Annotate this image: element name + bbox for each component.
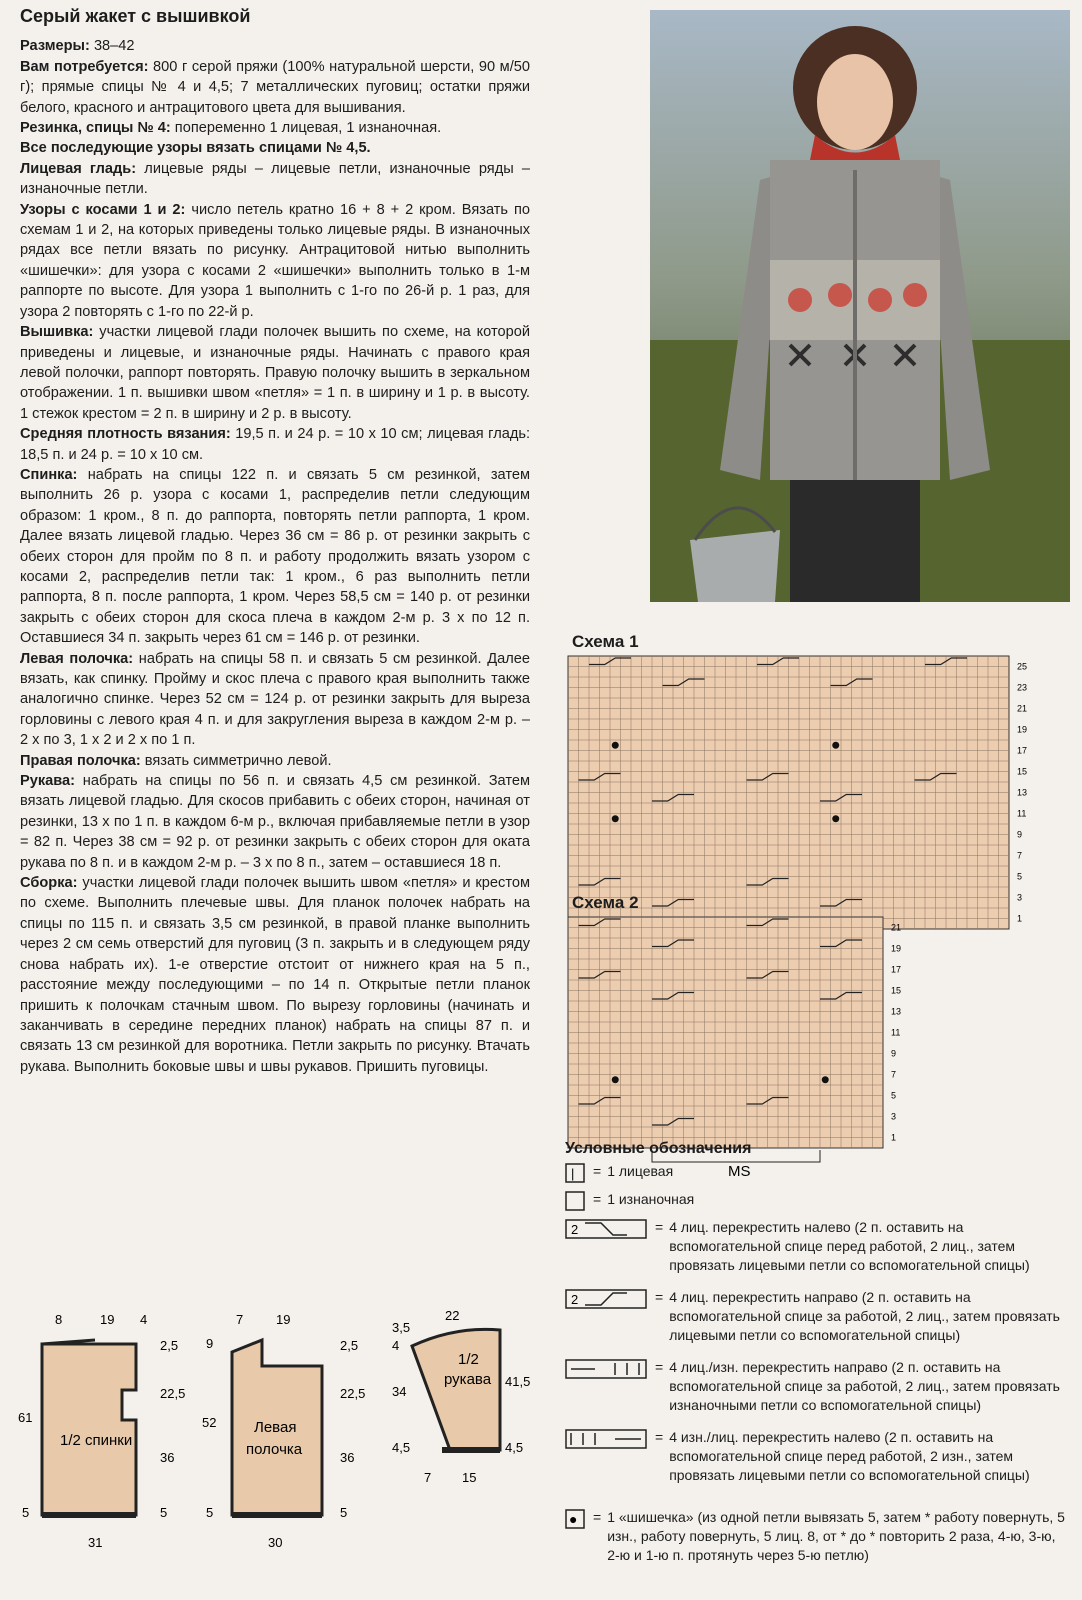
sleeve-label-1: 1/2: [458, 1351, 479, 1368]
paragraph-text: число петель кратно 16 + 8 + 2 кром. Вязать по схемам 1 и 2, на которых приведены только лицевые ряды. В изнаночных рядах все петли вязать по рисунку. Антрацитовой нитью выполнить «шишечки»: для узора с косами 2 «шишечки» выполнить только в 1-м раппорте по высоте. Для узора 1 выполнить с 1-го по 26-й р. 1 раз, для узора 2 повторять с 1-го по 22-й р.: [20, 201, 530, 320]
paragraph-label: Все последующие узоры вязать спицами № 4,5.: [20, 140, 371, 157]
row-number: 19: [1017, 724, 1028, 735]
paragraph-text: набрать на спицы 122 п. и связать 5 см резинкой, затем выполнить 26 р. узора с косами 1, распределив петли следующим образом: 1 кром., 8 п. до раппорта, повторять петли раппорта, 1 кром. Далее вязать лицевой гладью. Через 36 см = 86 р. от резинки закрыть с обеих сторон для пройм по 8 п. и работу продолжить вязать узором с косами 2, распределив петли так: 1 кром., 6 раз выполнить петли раппорта, 8 п. после раппорта, 1 кром. Через 58,5 см = 140 р. от резинки закрыть с обеих сторон для скоса плеча в каждом 2-м р. 3 х по 12 п. Оставшиеся 34 п. закрыть через 61 см = 146 р. от резинки.: [20, 466, 530, 647]
paragraph: [20, 322, 530, 424]
row-number: 25: [1017, 661, 1028, 672]
paragraph-label: Лицевая гладь:: [20, 160, 137, 177]
legend-text: 4 лиц. перекрестить направо (2 п. оставить на вспомогательной спице за работой, 2 лиц., затем провязать лицевыми петли со вспомогательной спицы): [669, 1289, 1060, 1343]
row-number: 7: [891, 1069, 897, 1080]
paragraph-text: попеременно 1 лицевая, 1 изнаночная.: [170, 120, 442, 137]
paragraph-label: Спинка:: [20, 466, 78, 483]
bobble-mark: [822, 1076, 829, 1083]
legend-symbol-text: ●: [569, 1511, 578, 1527]
paragraph-text: 19,5 п. и 24 р. = 10 х 10 см; лицевая гладь: 18,5 п. и 24 р. = 10 х 10 см.: [20, 426, 530, 463]
paragraph-label: Размеры:: [20, 38, 90, 55]
sleeve-schematic: [392, 1308, 530, 1485]
back-r2: 22,5: [160, 1386, 186, 1401]
paragraph-label: Рукава:: [20, 773, 76, 790]
legend-symbol: [565, 1219, 647, 1275]
front-r2: 22,5: [340, 1386, 366, 1401]
paragraph: [20, 57, 530, 118]
scheme2-title: Схема 2: [572, 893, 639, 912]
model-photo: [650, 10, 1070, 602]
legend-symbol: [565, 1289, 647, 1345]
row-number: 3: [1017, 892, 1023, 903]
paragraph: [20, 200, 530, 322]
bobble-mark: [612, 815, 619, 822]
legend-symbol: [565, 1429, 647, 1485]
legend-equals: =: [655, 1359, 664, 1375]
back-top-a: 8: [55, 1312, 63, 1327]
paragraph: [20, 771, 530, 873]
legend-item: [565, 1162, 1065, 1188]
sleeve-label-2: рукава: [444, 1371, 492, 1388]
row-number: 15: [1017, 766, 1028, 777]
paragraph: [20, 424, 530, 465]
row-number: 1: [1017, 913, 1023, 924]
paragraph-text: лицевые ряды – лицевые петли, изнаночные ряды – изнаночные петли.: [20, 160, 531, 198]
paragraph-text: набрать на спицы по 56 п. и связать 4,5 см резинкой. Затем вязать лицевой гладью. Для скосов прибавить с обеих сторон, начиная от резинки, 13 х по 1 п. в каждом 6-м р., включая прибавляемые петли в узор = 82 п. Через 38 см = 92 р. от резинки закрыть с обеих сторон для оката рукава по 8 п. и в каждом 2-м р. – 3 х по 8 п., затем – оставшиеся 18 п.: [20, 773, 530, 871]
bobble-mark: [832, 815, 839, 822]
row-number: 11: [1017, 808, 1027, 819]
paragraph-label: Узоры с косами 1 и 2:: [20, 201, 186, 218]
legend-symbol-text: |: [571, 1166, 575, 1181]
legend-item: [565, 1428, 1065, 1485]
legend-symbol: [565, 1509, 585, 1565]
back-schematic: [18, 1312, 185, 1550]
front-label-1: Левая: [254, 1419, 297, 1436]
legend-text: 1 изнаночная: [607, 1191, 695, 1207]
garment-schematics: [0, 1310, 560, 1600]
legend-title: Условные обозначения: [565, 1140, 752, 1157]
paragraph: [20, 751, 530, 771]
row-number: 17: [891, 964, 902, 975]
front-r3: 36: [340, 1450, 355, 1465]
front-l2: 52: [202, 1415, 217, 1430]
row-number: 17: [1017, 745, 1028, 756]
paragraph-label: Сборка:: [20, 875, 78, 892]
front-top-b: 19: [276, 1312, 291, 1327]
back-lb: 5: [22, 1505, 30, 1520]
row-number: 15: [891, 985, 902, 996]
row-number: 19: [891, 943, 902, 954]
paragraph: [20, 159, 530, 200]
legend-equals: =: [655, 1289, 664, 1305]
sleeve-l3: 34: [392, 1384, 407, 1399]
paragraph: [20, 138, 530, 158]
legend-symbol-text: 2: [571, 1222, 579, 1237]
legend-item: [565, 1508, 1065, 1565]
back-r4: 5: [160, 1505, 168, 1520]
legend-equals: =: [655, 1219, 664, 1235]
front-schematic: [202, 1312, 365, 1550]
paragraph: [20, 465, 530, 649]
sleeve-l4: 4,5: [392, 1440, 411, 1455]
back-r1: 2,5: [160, 1338, 179, 1353]
legend-symbol: [565, 1359, 647, 1415]
legend-equals: =: [593, 1163, 602, 1179]
back-top-b: 19: [100, 1312, 115, 1327]
paragraph-text: 38–42: [89, 38, 135, 55]
row-number: 5: [891, 1090, 897, 1101]
paragraph-label: Левая полочка:: [20, 650, 134, 667]
scheme1-title: Схема 1: [572, 632, 639, 651]
row-number: 7: [1017, 850, 1023, 861]
bobble-mark: [832, 742, 839, 749]
paragraph: [20, 873, 530, 1077]
legend-equals: =: [593, 1191, 602, 1207]
instruction-paragraphs: [20, 36, 530, 1077]
legend-item: [565, 1288, 1065, 1345]
paragraph-text: 800 г серой пряжи (100% натуральной шерсти, 90 м/50 г); прямые спицы № 4 и 4,5; 7 металлических пуговиц; остатки пряжи белого, красного и антрацитового цвета для вышивания.: [20, 58, 530, 116]
front-lb: 5: [206, 1505, 214, 1520]
legend-equals: =: [655, 1429, 664, 1445]
legend-text: 4 лиц./изн. перекрестить направо (2 п. оставить на вспомогательной спице за работой, 2 лиц., затем провязать изнаночными петли со вспомогательной спицы): [669, 1359, 1060, 1413]
legend-text: 4 изн./лиц. перекрестить налево (2 п. оставить на вспомогательной спице перед работой, 2 изн., затем провязать лицевыми петли со вспомогательной спицы): [669, 1429, 1030, 1483]
row-number: 21: [891, 922, 902, 933]
row-number: 21: [1017, 703, 1028, 714]
legend-item: [565, 1358, 1065, 1415]
back-bottom: 31: [88, 1535, 103, 1550]
front-bottom: 30: [268, 1535, 283, 1550]
sleeve-l1: 3,5: [392, 1320, 411, 1335]
page-title: Серый жакет с вышивкой: [20, 6, 251, 26]
paragraph-label: Резинка, спицы № 4:: [20, 120, 171, 137]
front-label-2: полочка: [246, 1441, 303, 1458]
ms-label: MS: [728, 1163, 751, 1180]
row-number: 5: [1017, 871, 1023, 882]
instructions-column: [20, 6, 530, 1077]
row-number: 1: [891, 1132, 897, 1143]
sleeve-r2: 4,5: [505, 1440, 524, 1455]
row-number: 13: [1017, 787, 1028, 798]
paragraph-text: участки лицевой глади полочек вышить по схеме, на которой приведены и лицевые, и изнаночные ряды. Начинать с правого края левой полочки, раппорт повторять. Правую полочку вышить в зеркальном отображении. 1 п. вышивки швом «петля» = 1 п. в ширину и 1 р. в высоту. 1 стежок крестом = 2 п. в ширину и 2 р. в высоту.: [20, 324, 530, 422]
paragraph: [20, 36, 530, 56]
row-number: 9: [1017, 829, 1023, 840]
paragraph-text: участки лицевой глади полочек вышить швом «петля» и крестом по схеме. Выполнить плечевые швы. Для планок полочек набрать на спицы по 115 п. и связать 3,5 см резинкой, в правой планке выполнить через 2 см семь отверстий для пуговиц (3 п. закрыть и в следующем ряду снова набрать их). 1-е отверстие отстоит от нижнего края на 5 п., расстояние между последующими – по 14 п. Открытые петли планок пришить к полочкам стачным швом. По вырезу горловины (начинать и заканчивать в середине передних планок) набрать на спицы 87 п. и связать 13 см резинкой для воротника. Петли закрыть по рисунку. Втачать рукава. Выполнить боковые швы и швы рукавов. Пришить пуговицы.: [20, 875, 530, 1075]
row-number: 11: [891, 1027, 901, 1038]
back-left: 61: [18, 1410, 33, 1425]
row-number: 9: [891, 1048, 897, 1059]
row-number: 13: [891, 1006, 902, 1017]
sleeve-l2: 4: [392, 1338, 400, 1353]
back-r3: 36: [160, 1450, 175, 1465]
sleeve-b2: 15: [462, 1470, 477, 1485]
legend-text: 1 «шишечка» (из одной петли вывязать 5, затем * работу повернуть, 5 изн., работу повернуть, 5 лиц. 8, от * до * повторить 2 раза, 4-ю, 3-ю, 2-ю и 1-ю п. протянуть через 5-ю петлю): [607, 1509, 1065, 1563]
paragraph-label: Средняя плотность вязания:: [20, 426, 231, 443]
paragraph-text: вязать симметрично левой.: [140, 752, 332, 769]
row-number: 23: [1017, 682, 1028, 693]
paragraph: [20, 118, 530, 138]
paragraph-text: набрать на спицы 58 п. и связать 5 см резинкой. Далее вязать, как спинку. Пройму и скос плеча с правого края выполнить также аналогично спинке. Через 52 см = 124 р. от резинки закрыть для выреза горловины с левого края 4 п. и для закругления выреза в каждом 2-м р. – 2 х по 3, 1 х 2 и 2 х по 1 п.: [20, 650, 530, 749]
paragraph-label: Вышивка:: [20, 324, 94, 341]
legend-item: [565, 1218, 1065, 1275]
front-r1: 2,5: [340, 1338, 359, 1353]
front-top-a: 7: [236, 1312, 244, 1327]
legend-equals: =: [593, 1509, 602, 1525]
row-number: 3: [891, 1111, 897, 1122]
paragraph-label: Вам потребуется:: [20, 58, 149, 75]
front-r4: 5: [340, 1505, 348, 1520]
back-label: 1/2 спинки: [60, 1432, 133, 1449]
legend-symbol: [565, 1163, 585, 1188]
sleeve-top: 22: [445, 1308, 460, 1323]
paragraph-label: Правая полочка:: [20, 752, 141, 769]
legend-item: [565, 1190, 1065, 1216]
legend-text: 4 лиц. перекрестить налево (2 п. оставить на вспомогательной спице перед работой, 2 лиц., затем провязать лицевыми петли со вспомогательной спицы): [669, 1219, 1030, 1273]
sleeve-b1: 7: [424, 1470, 432, 1485]
front-l1: 9: [206, 1336, 214, 1351]
legend-symbol: [565, 1191, 585, 1216]
legend-symbol-text: 2: [571, 1292, 579, 1307]
paragraph: [20, 649, 530, 751]
sleeve-r1: 41,5: [505, 1374, 531, 1389]
bobble-mark: [612, 1076, 619, 1083]
bobble-mark: [612, 742, 619, 749]
back-top-c: 4: [140, 1312, 148, 1327]
legend-text: 1 лицевая: [607, 1163, 674, 1179]
